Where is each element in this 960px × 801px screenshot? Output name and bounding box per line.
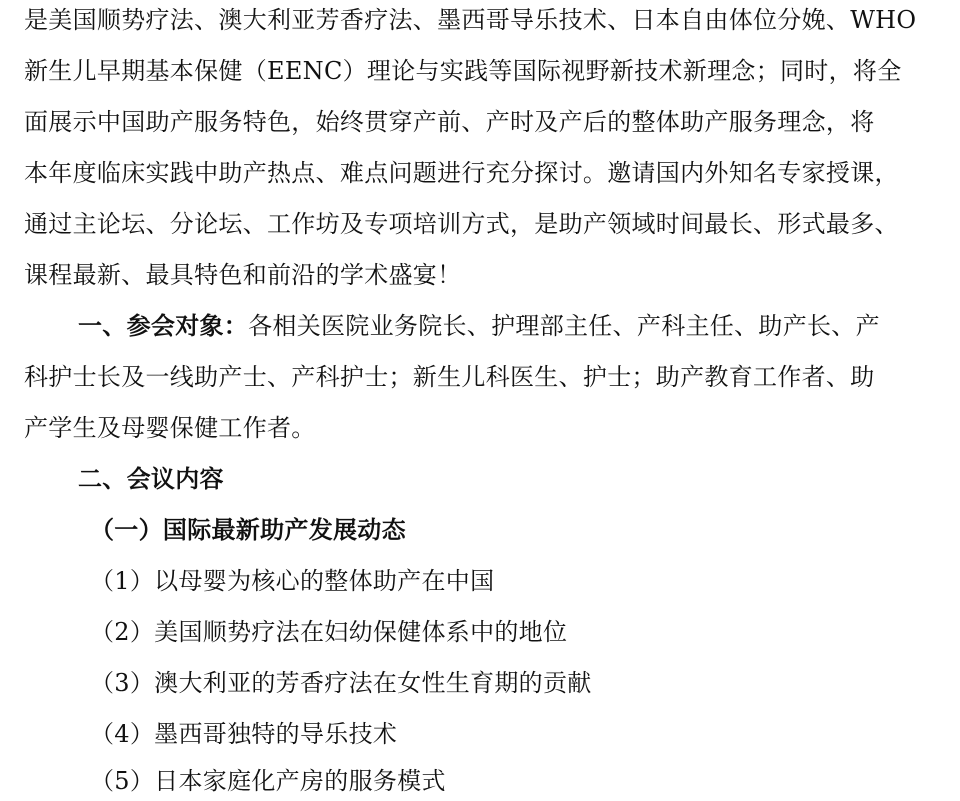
- body-line-5: 通过主论坛、分论坛、工作坊及专项培训方式，是助产领域时间最长、形式最多、: [24, 210, 899, 238]
- participants-line-2: 科护士长及一线助产士、产科护士；新生儿科医生、护士；助产教育工作者、助: [24, 363, 875, 391]
- list-item: （1）以母婴为核心的整体助产在中国: [90, 567, 495, 595]
- body-line-4: 本年度临床实践中助产热点、难点问题进行充分探讨。邀请国内外知名专家授课，: [24, 159, 899, 187]
- body-line-3: 面展示中国助产服务特色，始终贯穿产前、产时及产后的整体助产服务理念，将: [24, 108, 875, 136]
- list-item: （3）澳大利亚的芳香疗法在女性生育期的贡献: [90, 669, 592, 697]
- body-line-2: 新生儿早期基本保健（EENC）理论与实践等国际视野新技术新理念；同时，将全: [24, 57, 902, 85]
- body-line-1: 是美国顺势疗法、澳大利亚芳香疗法、墨西哥导乐技术、日本自由体位分娩、WHO: [24, 6, 917, 34]
- list-item: （5）日本家庭化产房的服务模式: [90, 767, 446, 795]
- participants-line-3: 产学生及母婴保健工作者。: [24, 414, 316, 442]
- participants-text-1: 各相关医院业务院长、护理部主任、产科主任、助产长、产: [248, 312, 880, 340]
- participants-line-1: [78, 306, 880, 346]
- section-heading-meeting-content: 二、会议内容: [78, 464, 224, 493]
- list-item: （4）墨西哥独特的导乐技术: [90, 720, 398, 748]
- list-item: （2）美国顺势疗法在妇幼保健体系中的地位: [90, 618, 568, 646]
- subsection-heading-international: （一）国际最新助产发展动态: [90, 515, 406, 544]
- participants-heading: 一、参会对象：: [78, 311, 249, 340]
- body-line-6: 课程最新、最具特色和前沿的学术盛宴！: [24, 261, 462, 289]
